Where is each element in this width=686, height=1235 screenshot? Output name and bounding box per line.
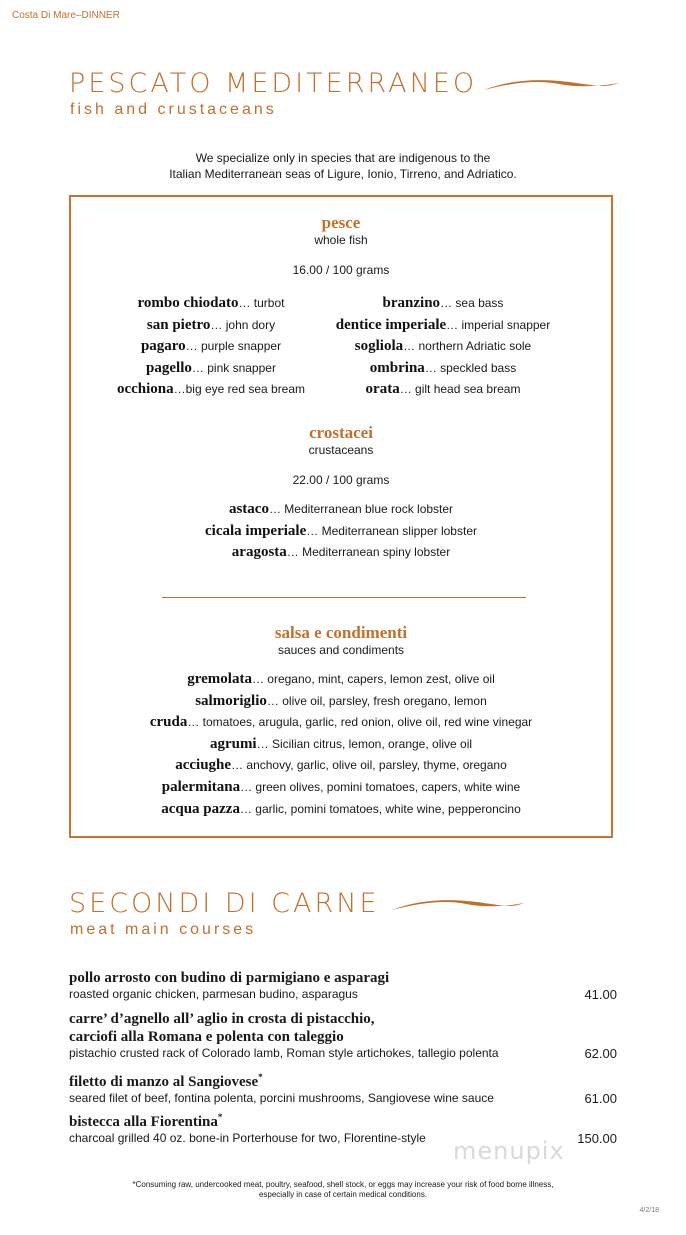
list-item [293, 315, 593, 337]
item-name: branzino [382, 295, 441, 311]
item-price: 150.00 [577, 1131, 617, 1146]
item-name: pagaro [140, 338, 186, 355]
item-desc: … olive oil, parsley, fresh oregano, lemon [266, 693, 487, 708]
item-name: salmoriglio [195, 692, 267, 709]
item-name: aragosta [231, 544, 287, 561]
item-name-row [69, 1108, 617, 1131]
list-item [71, 712, 611, 734]
crostacei-price: 22.00 / 100 grams [292, 473, 390, 487]
list-item [71, 799, 611, 821]
item-name: acciughe [175, 757, 232, 774]
item-name-line2: carciofi alla Romana e polenta con taleggio [69, 1029, 344, 1045]
item-name: palermitana [161, 778, 241, 795]
category-salsa-title: salsa e condimenti [274, 623, 408, 642]
item-desc-row [69, 987, 617, 1002]
item-desc: … gilt head sea bream [399, 382, 521, 397]
item-desc: … turbot [238, 296, 285, 310]
section-title-secondi: SECONDI DI CARNE [69, 888, 380, 919]
menu-item [69, 1010, 617, 1061]
item-desc: … sea bass [440, 296, 504, 310]
item-desc: pistachio crusted rack of Colorado lamb, Roman style artichokes, tallegio polenta [69, 1046, 499, 1060]
item-desc: … purple snapper [185, 339, 282, 354]
item-name: san pietro [146, 316, 211, 333]
fish-list-right [293, 293, 593, 401]
item-desc: … imperial snapper [446, 317, 551, 332]
item-name: orata [365, 381, 400, 398]
watermark: menupix [453, 1137, 565, 1165]
item-name: bistecca alla Fiorentina [69, 1114, 218, 1130]
footer-line: especially in case of certain medical conditions. [258, 1190, 428, 1199]
item-name: occhiona [116, 381, 174, 398]
item-name: pollo arrosto con budino di parmigiano e asparagi [69, 970, 390, 986]
item-desc: … Sicilian citrus, lemon, orange, olive oil [256, 736, 473, 751]
item-desc: … oregano, mint, capers, lemon zest, olive oil [251, 672, 495, 686]
menu-header: Costa Di Mare–DINNER [12, 10, 120, 21]
item-name: filetto di manzo al Sangiovese [69, 1074, 259, 1090]
category-pesce-title: pesce [321, 213, 361, 232]
item-name-row [69, 1068, 617, 1091]
item-desc-row [69, 1046, 617, 1061]
item-name: gremolata [187, 671, 252, 687]
item-name: carre’ d’agnello all’ aglio in crosta di pistacchio, [69, 1011, 375, 1027]
item-name: astaco [228, 501, 269, 517]
swash-ornament [484, 78, 619, 96]
seafood-box [69, 195, 613, 838]
intro-text [0, 150, 686, 182]
crustacean-list [71, 499, 611, 564]
item-desc: … pink snapper [191, 360, 276, 375]
list-item [71, 755, 611, 777]
item-price: 41.00 [584, 987, 617, 1002]
item-name: cicala imperiale [205, 522, 307, 539]
list-item [71, 669, 611, 691]
list-item [293, 379, 593, 401]
list-item [71, 521, 611, 543]
item-desc: charcoal grilled 40 oz. bone-in Porterhouse for two, Florentine-style [69, 1131, 426, 1145]
item-name: rombo chiodato [137, 295, 239, 311]
item-desc: … Mediterranean blue rock lobster [268, 502, 454, 516]
intro-line: We specialize only in species that are indigenous to the [195, 151, 491, 165]
item-desc-row [69, 1091, 617, 1106]
pesce-price: 16.00 / 100 grams [292, 263, 390, 277]
sauce-list [71, 669, 611, 820]
divider-line [162, 597, 526, 598]
intro-line: Italian Mediterranean seas of Ligure, Ionio, Tirreno, and Adriatico. [169, 167, 517, 181]
item-name: ombrina [369, 359, 425, 376]
list-item [293, 336, 593, 358]
item-name: agrumi [209, 735, 257, 752]
section-subtitle-secondi: meat main courses [70, 921, 257, 938]
item-price: 61.00 [584, 1091, 617, 1106]
item-desc: … green olives, pomini tomatoes, capers, white wine [240, 779, 521, 794]
list-item [293, 293, 593, 315]
category-crostacei-title: crostacei [309, 423, 373, 442]
list-item [71, 542, 611, 564]
swash-ornament [392, 898, 524, 916]
list-item [71, 734, 611, 756]
footer-disclaimer [0, 1180, 686, 1200]
item-desc: … northern Adriatic sole [403, 339, 532, 354]
item-name: cruda [149, 714, 188, 731]
item-name: dentice imperiale [335, 316, 447, 333]
item-desc: … Mediterranean spiny lobster [286, 545, 451, 560]
item-desc: seared filet of beef, fontina polenta, porcini mushrooms, Sangiovese wine sauce [69, 1091, 494, 1105]
item-desc: … john dory [210, 317, 276, 332]
asterisk: * [217, 1112, 223, 1122]
menu-item [69, 1068, 617, 1106]
item-desc: … tomatoes, arugula, garlic, red onion, olive oil, red wine vinegar [187, 715, 533, 730]
item-desc: … garlic, pomini tomatoes, white wine, pepperoncino [239, 801, 521, 816]
item-desc: … anchovy, garlic, olive oil, parsley, thyme, oregano [231, 758, 507, 773]
item-price: 62.00 [584, 1046, 617, 1061]
section-title-pescato: PESCATO MEDITERRANEO [69, 68, 478, 99]
list-item [71, 777, 611, 799]
item-desc: … speckled bass [424, 360, 517, 375]
item-name: sogliola [354, 338, 404, 355]
item-name: pagello [146, 359, 192, 376]
category-crostacei-subtitle: crustaceans [308, 443, 374, 457]
list-item [293, 358, 593, 380]
asterisk: * [258, 1072, 263, 1082]
list-item [71, 691, 611, 713]
print-date: 4/2/18 [639, 1207, 659, 1214]
menu-item [69, 969, 617, 1002]
item-desc: roasted organic chicken, parmesan budino, asparagus [69, 987, 358, 1001]
item-name: acqua pazza [161, 800, 240, 817]
item-desc: …big eye red sea bream [173, 382, 306, 397]
section-subtitle-pescato: fish and crustaceans [70, 101, 277, 118]
footer-line: *Consuming raw, undercooked meat, poultry, seafood, shell stock, or eggs may increase your risk of food borne illness, [132, 1180, 554, 1189]
list-item [71, 499, 611, 521]
category-pesce-subtitle: whole fish [314, 233, 368, 247]
category-salsa-subtitle: sauces and condiments [277, 643, 405, 657]
item-desc: … Mediterranean slipper lobster [306, 523, 477, 538]
